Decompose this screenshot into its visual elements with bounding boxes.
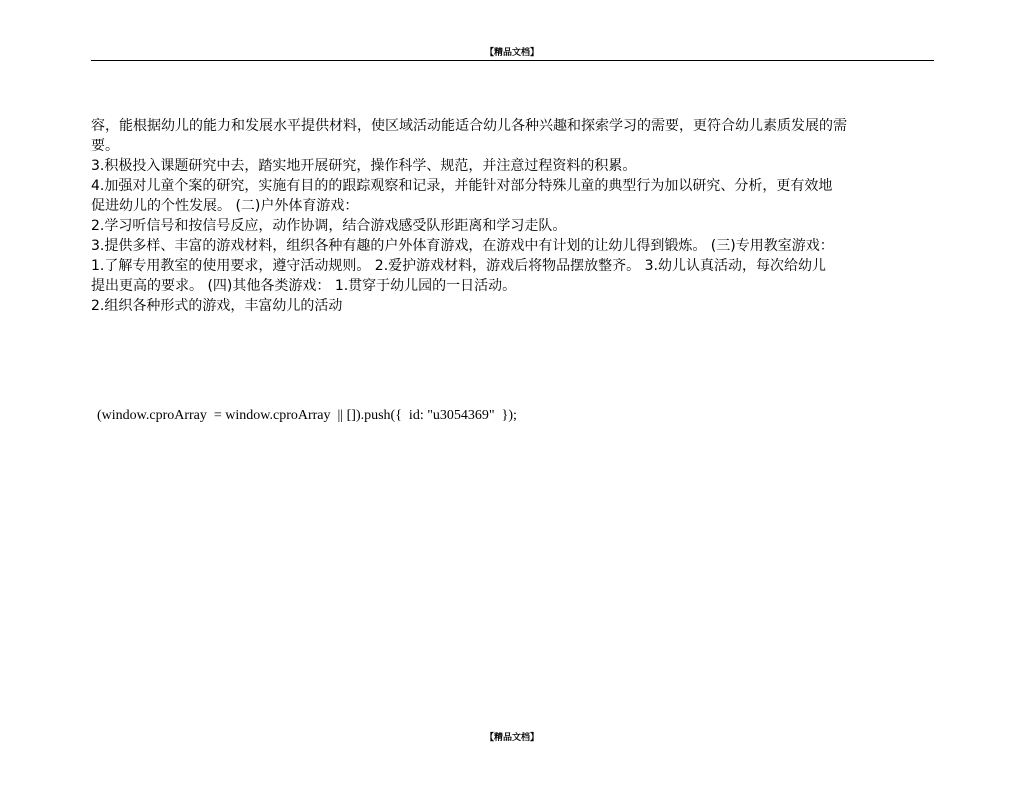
header-divider (91, 60, 934, 61)
script-snippet-text: (window.cproArray = window.cproArray || []).push({ id: "u3054369" }); (97, 408, 517, 423)
body-line-2: 要。 (91, 138, 119, 154)
page-header-label: 【精品文档】 (484, 48, 539, 58)
document-body (91, 116, 941, 316)
body-line-3: 3.积极投入课题研究中去，踏实地开展研究，操作科学、规范，并注意过程资料的积累。 (91, 158, 637, 174)
body-line-10: 2.组织各种形式的游戏，丰富幼儿的活动 (91, 298, 343, 314)
body-line-4: 4.加强对儿童个案的研究，实施有目的的跟踪观察和记录，并能针对部分特殊儿童的典型行为加以研究、分析，更有效地 (91, 178, 833, 194)
body-line-6: 2.学习听信号和按信号反应，动作协调，结合游戏感受队形距离和学习走队。 (91, 218, 567, 234)
page-footer-label: 【精品文档】 (484, 733, 539, 743)
body-line-1: 容，能根据幼儿的能力和发展水平提供材料，使区域活动能适合幼儿各种兴趣和探索学习的需要，更符合幼儿素质发展的需 (91, 118, 847, 134)
body-line-8: 1.了解专用教室的使用要求，遵守活动规则。 2.爱护游戏材料，游戏后将物品摆放整齐。 3.幼儿认真活动，每次给幼儿 (91, 258, 826, 274)
body-line-7: 3.提供多样、丰富的游戏材料，组织各种有趣的户外体育游戏，在游戏中有计划的让幼儿得到锻炼。 (三)专用教室游戏： (91, 238, 834, 254)
body-line-9: 提出更高的要求。 (四)其他各类游戏： 1.贯穿于幼儿园的一日活动。 (91, 278, 517, 294)
body-line-5: 促进幼儿的个性发展。 (二)户外体育游戏： (91, 198, 359, 214)
